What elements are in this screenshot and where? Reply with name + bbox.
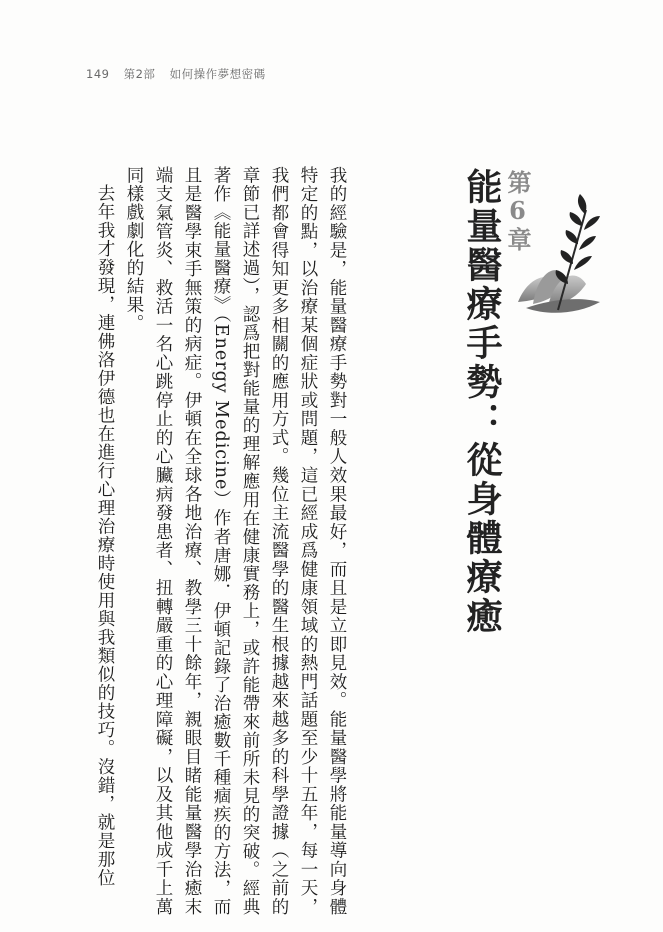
body-text — [95, 166, 351, 916]
running-header — [86, 66, 276, 82]
page-number: 149 — [86, 67, 110, 81]
chapter-title: 能量醫療手勢：從身體療癒 — [461, 168, 503, 636]
part-label: 第2部 — [123, 67, 156, 81]
section-label: 如何操作夢想密碼 — [169, 67, 266, 81]
paragraph: 去年我才發現，連佛洛伊德也在進行心理治療時使用與我類似的技巧。沒錯，就是那位 — [95, 183, 115, 887]
chapter-number: 第6章 — [503, 170, 532, 253]
paragraph: 我的經驗是，能量醫療手勢對一般人效果最好，而且是立即見效。能量醫學將能量導向身體特定的點，以治療某個症狀或問題，這已經成爲健康領域的熱門話題至少十五年，每一天，我們都會得知更多相關的應用方式。幾位主流醫學的醫生根據越來越多的科學證據（之前的章節已詳述過），認爲把對能量的理解應用在健康實務上，或許能帶來前所未見的突破。經典著作《能量醫療》（Energy Medicine）作者唐娜．伊頓記錄了治癒數千種痼疾的方法，而且是醫學束手無策的病症。伊頓在全球各地治療、教學三十餘年，親眼目睹能量醫學治癒末端支氣管炎、救活一名心跳停止的心臟病發患者、扭轉嚴重的心理障礙，以及其他成千上萬同樣戲劇化的結果。 — [124, 166, 347, 916]
